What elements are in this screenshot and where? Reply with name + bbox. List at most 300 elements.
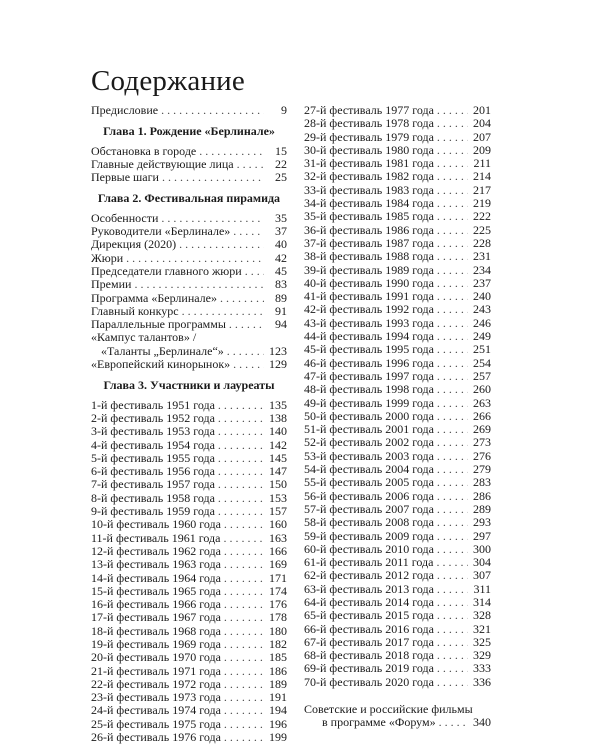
dot-leader [224, 598, 264, 611]
toc-entry[interactable] [91, 345, 287, 358]
toc-entry-page: 163 [269, 530, 287, 545]
toc-entry[interactable] [304, 144, 491, 157]
toc-entry-label: 50-й фестиваль 2000 года [304, 408, 434, 423]
chapter-heading-3: Глава 3. Участники и лауреаты [103, 378, 275, 393]
toc-entry[interactable] [91, 572, 287, 585]
toc-entry[interactable] [304, 170, 491, 183]
toc-entry[interactable] [304, 423, 491, 436]
toc-entry-label: «Таланты „Берлинале“» [101, 343, 224, 358]
toc-entry-page: 204 [473, 116, 491, 131]
toc-entry-page: 40 [275, 237, 287, 252]
toc-entry-page: 129 [269, 357, 287, 372]
dot-leader [224, 691, 264, 704]
toc-entry-label: 40-й фестиваль 1990 года [304, 275, 434, 290]
dot-leader [218, 465, 264, 478]
toc-entry-label: 2-й фестиваль 1952 года [91, 410, 215, 425]
dot-leader [224, 704, 264, 717]
toc-entry-label: 21-й фестиваль 1971 года [91, 663, 221, 678]
toc-entry[interactable] [304, 569, 491, 582]
toc-entry-page: 234 [473, 262, 491, 277]
dot-leader [437, 636, 468, 649]
toc-entry[interactable] [304, 436, 491, 449]
toc-entry-page: 166 [269, 543, 287, 558]
toc-entry-label: 38-й фестиваль 1988 года [304, 249, 434, 264]
toc-entry-label: 8-й фестиваль 1958 года [91, 490, 215, 505]
toc-entry-page: 283 [473, 475, 491, 490]
toc-entry-page: 314 [473, 594, 491, 609]
toc-entry-label: Особенности [91, 210, 159, 225]
toc-entry[interactable] [91, 505, 287, 518]
dot-leader [224, 572, 264, 585]
toc-entry[interactable] [304, 357, 491, 370]
dot-leader [218, 452, 264, 465]
toc-entry-label: 28-й фестиваль 1978 года [304, 116, 434, 131]
toc-entry-label: 60-й фестиваль 2010 года [304, 541, 434, 556]
toc-entry-label: 69-й фестиваль 2019 года [304, 661, 434, 676]
toc-entry-page: 147 [269, 464, 287, 479]
toc-entry-page: 266 [473, 408, 491, 423]
toc-entry-page: 240 [473, 289, 491, 304]
toc-entry-label: Главные действующие лица [91, 156, 234, 171]
toc-entry[interactable] [91, 425, 287, 438]
dot-leader [437, 623, 468, 636]
toc-entry-label: 54-й фестиваль 2004 года [304, 462, 434, 477]
toc-entry-label: 35-й фестиваль 1985 года [304, 209, 434, 224]
toc-entry[interactable] [91, 331, 287, 344]
toc-entry-appendix-line1[interactable] [304, 703, 491, 716]
toc-entry[interactable] [304, 450, 491, 463]
dot-leader [224, 611, 264, 624]
toc-entry-label: 65-й фестиваль 2015 года [304, 608, 434, 623]
dot-leader [437, 144, 468, 157]
toc-entry[interactable] [91, 585, 287, 598]
toc-entry-label: 61-й фестиваль 2011 года [304, 555, 434, 570]
chapter-3-entries [91, 399, 287, 745]
toc-entry-label: 62-й фестиваль 2012 года [304, 568, 434, 583]
toc-entry-label: 56-й фестиваль 2006 года [304, 488, 434, 503]
toc-entry[interactable] [91, 238, 287, 251]
toc-entry-page: 157 [269, 504, 287, 519]
toc-entry-page: 199 [269, 730, 287, 745]
toc-entry[interactable] [304, 184, 491, 197]
dot-leader [437, 450, 468, 463]
dot-leader [437, 530, 468, 543]
toc-entry-page: 214 [473, 169, 491, 184]
toc-entry[interactable] [91, 625, 287, 638]
toc-entry-label: 49-й фестиваль 1999 года [304, 395, 434, 410]
toc-entry[interactable] [304, 662, 491, 675]
toc-entry-page: 35 [275, 210, 287, 225]
toc-entry-label: 20-й фестиваль 1970 года [91, 650, 221, 665]
toc-entry-page: 321 [473, 621, 491, 636]
toc-entry[interactable] [304, 516, 491, 529]
toc-entry-page: 276 [473, 448, 491, 463]
toc-entry[interactable] [304, 476, 491, 489]
toc-entry-label: 47-й фестиваль 1997 года [304, 368, 434, 383]
toc-entry-page: 153 [269, 490, 287, 505]
dot-leader [224, 558, 264, 571]
toc-entry-page: 251 [473, 342, 491, 357]
toc-entry[interactable] [304, 117, 491, 130]
toc-entry-page: 186 [269, 663, 287, 678]
dot-leader [437, 330, 468, 343]
toc-entry-label: 24-й фестиваль 1974 года [91, 703, 221, 718]
toc-entry-page: 123 [269, 343, 287, 358]
festival-entries-right [304, 104, 491, 689]
toc-entry[interactable] [91, 704, 287, 717]
toc-entry[interactable] [304, 224, 491, 237]
toc-entry-label: 39-й фестиваль 1989 года [304, 262, 434, 277]
dot-leader [437, 104, 468, 117]
toc-entry[interactable] [91, 532, 287, 545]
toc-entry-label: 5-й фестиваль 1955 года [91, 450, 215, 465]
toc-entry-page: 207 [473, 129, 491, 144]
dot-leader [237, 158, 264, 171]
toc-entry[interactable] [304, 543, 491, 556]
toc-entry-label: 66-й фестиваль 2016 года [304, 621, 434, 636]
dot-leader [437, 609, 468, 622]
toc-entry-page: 340 [473, 715, 491, 730]
toc-entry-page: 289 [473, 501, 491, 516]
dot-leader [437, 277, 468, 290]
dot-leader [437, 317, 468, 330]
toc-entry-label: 37-й фестиваль 1987 года [304, 235, 434, 250]
toc-entry-label: 9-й фестиваль 1959 года [91, 504, 215, 519]
toc-entry-label: Руководители «Берлинале» [91, 224, 231, 239]
chapter-1-entries [91, 145, 287, 185]
toc-entry[interactable] [304, 330, 491, 343]
toc-entry-page: 22 [275, 156, 287, 171]
toc-entry[interactable] [304, 490, 491, 503]
toc-entry-label: 42-й фестиваль 1992 года [304, 302, 434, 317]
toc-entry[interactable] [304, 157, 491, 170]
toc-entry-page: 150 [269, 477, 287, 492]
toc-entry[interactable] [304, 676, 491, 689]
toc-entry[interactable] [304, 264, 491, 277]
toc-entry-label: 41-й фестиваль 1991 года [304, 289, 434, 304]
toc-entry-page: 325 [473, 634, 491, 649]
toc-entry[interactable] [91, 318, 287, 331]
toc-entry-label: 36-й фестиваль 1986 года [304, 222, 434, 237]
toc-entry[interactable] [91, 545, 287, 558]
toc-entry-label: Параллельные программы [91, 317, 226, 332]
dot-leader [437, 117, 468, 130]
toc-entry-page: 297 [473, 528, 491, 543]
toc-entry[interactable] [91, 399, 287, 412]
dot-leader [437, 569, 468, 582]
toc-entry-page: 300 [473, 541, 491, 556]
toc-entry-label: 19-й фестиваль 1969 года [91, 636, 221, 651]
toc-entry[interactable] [91, 492, 287, 505]
dot-leader [218, 478, 264, 491]
toc-entry[interactable] [304, 556, 491, 569]
toc-entry[interactable] [304, 343, 491, 356]
toc-entry-label: 27-й фестиваль 1977 года [304, 103, 434, 117]
dot-leader [233, 358, 264, 371]
toc-entry-page: 42 [275, 250, 287, 265]
toc-entry-label: в программе «Форум» [322, 715, 436, 730]
toc-entry[interactable] [304, 530, 491, 543]
toc-entry-label: 7-й фестиваль 1957 года [91, 477, 215, 492]
chapter-heading-2: Глава 2. Фестивальная пирамида [97, 191, 281, 206]
toc-entry[interactable] [304, 290, 491, 303]
toc-entry[interactable] [91, 478, 287, 491]
chapter-2-entries [91, 212, 287, 372]
toc-entry[interactable] [91, 145, 287, 158]
toc-entry-page: 328 [473, 608, 491, 623]
toc-entry[interactable] [304, 303, 491, 316]
toc-entry-page: 182 [269, 636, 287, 651]
dot-leader [437, 157, 468, 170]
toc-entry-label: 51-й фестиваль 2001 года [304, 422, 434, 437]
toc-entry-page: 191 [269, 690, 287, 705]
toc-entry[interactable] [91, 731, 287, 744]
toc-entry[interactable] [91, 638, 287, 651]
toc-entry-page: 225 [473, 222, 491, 237]
toc-entry[interactable] [91, 439, 287, 452]
dot-leader [437, 184, 468, 197]
toc-entry-preface[interactable] [91, 104, 287, 117]
dot-leader [437, 383, 468, 396]
toc-entry-label: 33-й фестиваль 1983 года [304, 182, 434, 197]
toc-entry-label: 1-й фестиваль 1951 года [91, 397, 215, 412]
toc-entry[interactable] [91, 158, 287, 171]
dot-leader [437, 583, 468, 596]
toc-entry[interactable] [91, 278, 287, 291]
toc-entry[interactable] [91, 558, 287, 571]
toc-entry[interactable] [304, 317, 491, 330]
toc-entry[interactable] [91, 225, 287, 238]
toc-entry-label: 18-й фестиваль 1968 года [91, 623, 221, 638]
toc-entry-label: 23-й фестиваль 1973 года [91, 690, 221, 705]
dot-leader [229, 318, 264, 331]
dot-leader [224, 545, 264, 558]
dot-leader [437, 170, 468, 183]
toc-entry-label: 26-й фестиваль 1976 года [91, 730, 221, 745]
dot-leader [182, 305, 264, 318]
toc-entry-page: 228 [473, 235, 491, 250]
toc-entry-page: 160 [269, 517, 287, 532]
dot-leader [218, 492, 264, 505]
toc-entry[interactable] [304, 410, 491, 423]
toc-entry[interactable] [91, 292, 287, 305]
dot-leader [437, 131, 468, 144]
spacer [304, 689, 491, 703]
toc-entry-label: Первые шаги [91, 170, 159, 185]
toc-entry[interactable] [304, 237, 491, 250]
toc-entry-label: 13-й фестиваль 1963 года [91, 557, 221, 572]
toc-entry-page: 279 [473, 462, 491, 477]
toc-entry[interactable] [91, 691, 287, 704]
dot-leader [437, 516, 468, 529]
dot-leader [218, 439, 264, 452]
toc-entry-label: 45-й фестиваль 1995 года [304, 342, 434, 357]
toc-entry[interactable] [304, 503, 491, 516]
toc-entry[interactable] [91, 452, 287, 465]
toc-entry-page: 15 [275, 143, 287, 158]
toc-entry[interactable] [304, 210, 491, 223]
dot-leader [134, 278, 264, 291]
toc-entry-page: 307 [473, 568, 491, 583]
toc-entry-page: 257 [473, 368, 491, 383]
dot-leader [437, 410, 468, 423]
toc-entry[interactable] [91, 265, 287, 278]
toc-entry-page: 246 [473, 315, 491, 330]
dot-leader [437, 463, 468, 476]
dot-leader [437, 357, 468, 370]
toc-entry-label: 44-й фестиваль 1994 года [304, 329, 434, 344]
dot-leader [437, 370, 468, 383]
toc-entry[interactable] [304, 649, 491, 662]
toc-entry[interactable] [91, 718, 287, 731]
toc-entry[interactable] [304, 463, 491, 476]
toc-entry-page: 260 [473, 382, 491, 397]
dot-leader [437, 436, 468, 449]
dot-leader [437, 264, 468, 277]
toc-entry-label: 29-й фестиваль 1979 года [304, 129, 434, 144]
toc-entry[interactable] [304, 636, 491, 649]
toc-entry-label: Премии [91, 277, 132, 292]
dot-leader [233, 225, 264, 238]
toc-entry[interactable] [304, 131, 491, 144]
toc-entry[interactable] [91, 611, 287, 624]
dot-leader [161, 104, 264, 117]
toc-entry-page: 171 [269, 570, 287, 585]
toc-entry-label: 22-й фестиваль 1972 года [91, 676, 221, 691]
dot-leader [224, 718, 264, 731]
toc-entry-label: Дирекция (2020) [91, 237, 177, 252]
chapter-heading-1: Глава 1. Рождение «Берлинале» [103, 124, 275, 139]
toc-entry-page: 249 [473, 329, 491, 344]
toc-entry[interactable] [304, 250, 491, 263]
toc-entry[interactable] [304, 197, 491, 210]
toc-entry-page: 83 [275, 277, 287, 292]
dot-leader [224, 678, 264, 691]
toc-entry-label: Обстановка в городе [91, 143, 197, 158]
dot-leader [437, 197, 468, 210]
toc-entry-page: 336 [473, 674, 491, 689]
toc-entry-label: 58-й фестиваль 2008 года [304, 515, 434, 530]
dot-leader [437, 543, 468, 556]
toc-entry[interactable] [91, 212, 287, 225]
toc-entry-label: Советские и российские фильмы [304, 702, 473, 717]
toc-entry-label: «Европейский кинорынок» [91, 357, 231, 372]
toc-entry-label: 25-й фестиваль 1975 года [91, 716, 221, 731]
toc-entry-page: 189 [269, 676, 287, 691]
toc-entry-label: Главный конкурс [91, 303, 179, 318]
toc-entry[interactable] [91, 358, 287, 371]
dot-leader [218, 505, 264, 518]
dot-leader [218, 412, 264, 425]
toc-entry-page: 329 [473, 648, 491, 663]
toc-entry[interactable] [91, 252, 287, 265]
toc-entry[interactable] [91, 518, 287, 531]
toc-entry-page: 269 [473, 422, 491, 437]
toc-entry-page: 211 [473, 156, 491, 171]
toc-entry[interactable] [91, 665, 287, 678]
toc-entry[interactable] [91, 678, 287, 691]
toc-entry[interactable] [304, 104, 491, 117]
toc-entry[interactable] [304, 623, 491, 636]
toc-entry-page: 142 [269, 437, 287, 452]
toc-column-right [304, 104, 491, 730]
toc-entry[interactable] [91, 598, 287, 611]
dot-leader [436, 556, 468, 569]
dot-leader [218, 425, 264, 438]
toc-entry-page: 178 [269, 610, 287, 625]
toc-entry-page: 263 [473, 395, 491, 410]
toc-entry[interactable] [91, 305, 287, 318]
toc-entry-label: 52-й фестиваль 2002 года [304, 435, 434, 450]
toc-entry-label: Председатели главного жюри [91, 263, 242, 278]
toc-entry-page: 91 [275, 303, 287, 318]
dot-leader [199, 145, 264, 158]
dot-leader [224, 638, 264, 651]
toc-entry-page: 273 [473, 435, 491, 450]
toc-entry-label: 48-й фестиваль 1998 года [304, 382, 434, 397]
dot-leader [437, 676, 468, 689]
toc-entry-label: 53-й фестиваль 2003 года [304, 448, 434, 463]
toc-entry-page: 231 [473, 249, 491, 264]
toc-entry-page: 254 [473, 355, 491, 370]
toc-entry[interactable] [91, 171, 287, 184]
dot-leader [126, 252, 264, 265]
toc-entry-label: 10-й фестиваль 1960 года [91, 517, 221, 532]
toc-entry-page: 217 [473, 182, 491, 197]
toc-entry[interactable] [304, 383, 491, 396]
dot-leader [224, 731, 264, 744]
toc-entry[interactable] [304, 397, 491, 410]
dot-leader [179, 238, 264, 251]
toc-entry-label: 32-й фестиваль 1982 года [304, 169, 434, 184]
dot-leader [162, 171, 264, 184]
toc-entry[interactable] [91, 412, 287, 425]
toc-entry-label: 64-й фестиваль 2014 года [304, 594, 434, 609]
toc-entry[interactable] [91, 651, 287, 664]
toc-entry-page: 196 [269, 716, 287, 731]
toc-entry-label: 68-й фестиваль 2018 года [304, 648, 434, 663]
toc-entry-page: 194 [269, 703, 287, 718]
toc-entry-page: 237 [473, 275, 491, 290]
toc-entry-page: 243 [473, 302, 491, 317]
toc-entry-page: 304 [473, 555, 491, 570]
toc-entry-page: 89 [275, 290, 287, 305]
toc-entry-label: 57-й фестиваль 2007 года [304, 501, 434, 516]
toc-entry[interactable] [304, 277, 491, 290]
toc-entry-page: 176 [269, 597, 287, 612]
toc-entry-appendix-line2[interactable] [304, 716, 491, 729]
toc-entry-label: Жюри [91, 250, 124, 265]
toc-entry-label: 15-й фестиваль 1965 года [91, 583, 221, 598]
toc-entry[interactable] [91, 465, 287, 478]
toc-entry[interactable] [304, 370, 491, 383]
toc-entry-page: 169 [269, 557, 287, 572]
toc-entry-label: 30-й фестиваль 1980 года [304, 142, 434, 157]
dot-leader [227, 345, 264, 358]
toc-entry-page: 201 [473, 103, 491, 117]
toc-entry[interactable] [304, 583, 491, 596]
dot-leader [161, 212, 264, 225]
page-title: Содержание [91, 65, 245, 97]
toc-entry[interactable] [304, 609, 491, 622]
dot-leader [437, 490, 468, 503]
toc-entry[interactable] [304, 596, 491, 609]
toc-entry-label: 34-й фестиваль 1984 года [304, 196, 434, 211]
dot-leader [437, 649, 468, 662]
dot-leader [437, 210, 468, 223]
dot-leader [224, 665, 264, 678]
toc-entry-label: 12-й фестиваль 1962 года [91, 543, 221, 558]
